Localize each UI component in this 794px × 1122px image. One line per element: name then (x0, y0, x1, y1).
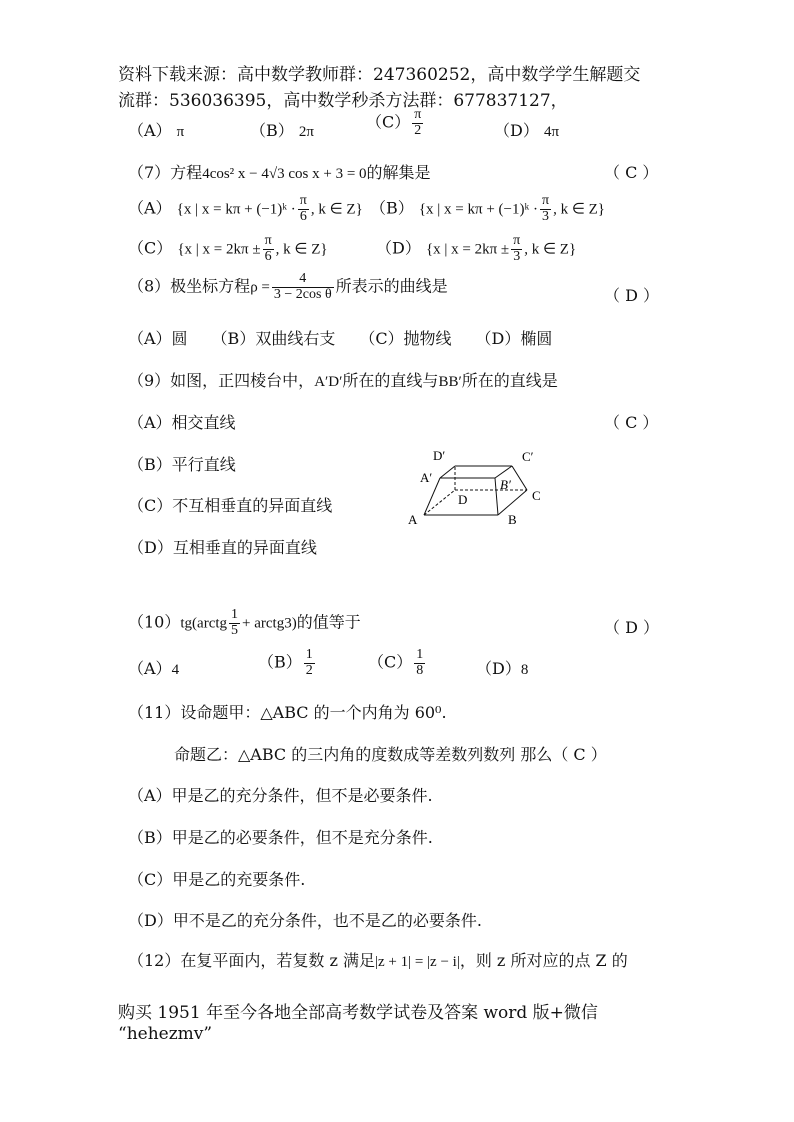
footer-line-2: “hehezmv” (118, 1024, 213, 1044)
label-d-prime: D′ (433, 448, 446, 463)
q11-stem-2: 命题乙：△ABC 的三内角的度数成等差数列数列 那么（ C ） (174, 745, 607, 764)
q9-option-a: （A）相交直线 (128, 413, 236, 432)
q9-option-c: （C）不互相垂直的异面直线 (128, 496, 333, 515)
q7-equation: 4cos² x − 4√3 cos x + 3 = 0 (202, 166, 367, 182)
q8-stem: （8）极坐标方程ρ = $\frac{4}{\text{3 − 2cos θ}}$ 所表示的曲线是 (128, 271, 448, 302)
q7-option-a: （A） {x | x = kπ + (−1)ᵏ · $\frac{\pi}{6}$ , k ∈ Z} (128, 193, 363, 224)
footer-line-1: 购买 1951 年至今各地全部高考数学试卷及答案 word 版+微信 (118, 1003, 598, 1023)
edge-ccp (512, 466, 527, 490)
label-b-prime: B′ (500, 477, 511, 492)
q11-option-d: （D）甲不是乙的充分条件，也不是乙的必要条件. (128, 911, 482, 930)
q9-answer: （ C ） (604, 413, 659, 432)
edge-apdp (440, 466, 455, 478)
q10-answer: （ D ） (604, 618, 660, 637)
label-a-prime: A′ (420, 470, 433, 485)
q10-option-d: （D）8 (476, 659, 529, 678)
q10-option-a: （A）4 (128, 659, 180, 678)
q9-option-b: （B）平行直线 (128, 455, 236, 474)
q7-option-b: （B） {x | x = kπ + (−1)ᵏ · $\frac{\pi}{3}$ , k ∈ Z} (370, 193, 605, 224)
q7-option-d: （D） {x | x = 2kπ ± $\frac{\pi}{3}$ , k ∈ Z} (376, 233, 577, 264)
q10-stem: （10）tg(arctg $\frac{1}{5}$ + arctg3)的值等于 (128, 607, 361, 638)
q10-option-b: （B） $\frac{1}{2}$ (258, 647, 313, 678)
q8-options: （A）圆 （B）双曲线右支 （C）抛物线 （D）椭圆 (128, 329, 553, 348)
q7-answer: （ C ） (604, 163, 659, 182)
q11-option-b: （B）甲是乙的必要条件，但不是充分条件. (128, 828, 433, 847)
label-b: B (508, 512, 517, 527)
q6-option-d: （D） 4π (494, 121, 560, 140)
edge-bbp (495, 478, 498, 515)
q11-option-a: （A）甲是乙的充分条件，但不是必要条件. (128, 786, 433, 805)
q10-option-c: （C） $\frac{1}{8}$ (368, 647, 424, 678)
q7-option-c: （C） {x | x = 2kπ ± $\frac{\pi}{6}$ , k ∈ Z} (128, 233, 328, 264)
q11-option-c: （C）甲是乙的充要条件. (128, 870, 306, 889)
q11-stem: （11）设命题甲：△ABC 的一个内角为 60⁰. (128, 703, 447, 722)
label-c-prime: C′ (522, 449, 534, 464)
frustum-diagram (400, 440, 560, 540)
q6-option-b: （B） 2π (250, 121, 314, 140)
q9-stem: （9）如图，正四棱台中，A′D′所在的直线与BB′所在的直线是 (128, 371, 558, 390)
edge-ad (424, 490, 455, 515)
q6-option-c: （C） $\frac{\pi}{2}$ (366, 107, 422, 138)
label-d: D (458, 492, 468, 507)
q8-answer: （ D ） (604, 286, 660, 305)
label-c: C (532, 488, 541, 503)
q6-option-a: （A） π (128, 121, 185, 140)
q9-option-d: （D）互相垂直的异面直线 (128, 538, 317, 557)
label-a: A (408, 512, 418, 527)
header-line-1: 资料下载来源：高中数学教师群：247360252，高中数学学生解题交 (118, 65, 641, 85)
q12-stem: （12）在复平面内，若复数 z 满足|z + 1| = |z − i|，则 z 所对应的点 Z 的 (128, 951, 628, 970)
q7-stem: （7）方程4cos² x − 4√3 cos x + 3 = 0的解集是 (128, 163, 431, 182)
header-line-2: 流群：536036395，高中数学秒杀方法群：677837127， (118, 91, 568, 111)
